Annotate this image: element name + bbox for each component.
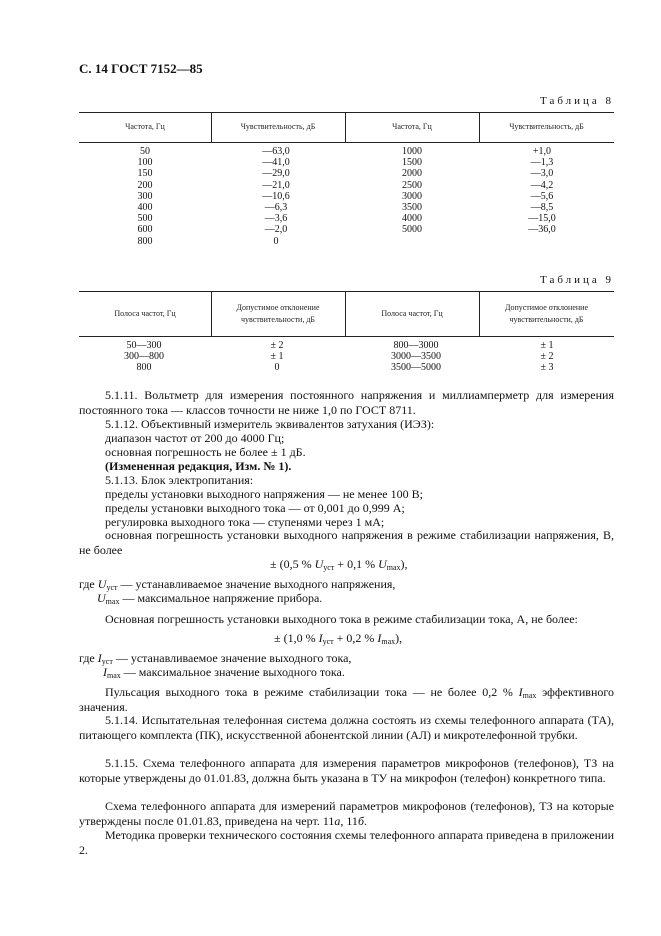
symbol-u-3: U [97,577,107,591]
table9-top-rule [79,291,614,292]
symbol-i-2: I [377,631,382,645]
symbol-i-4: I [103,665,107,679]
subscript-set-2: уст [106,583,118,592]
current-limits-line: пределы установки выходного тока — от 0,001 до 0,999 А; [105,501,405,515]
table8-header-frequency: Частота, Гц [125,122,165,131]
table9-header-band: Полоса частот, Гц [114,309,176,318]
where-u-set [79,577,395,592]
where-u-max [97,591,322,606]
error-line: основная погрешность не более ± 1 дБ. [105,445,306,459]
scheme-separator: , 11 [340,813,358,828]
table8-header-sensitivity: Чувствительность, дБ [240,122,316,131]
table8-top-rule [79,112,614,113]
subscript-max-3: max [381,637,396,646]
table8-caption: Таблица 8 [540,95,615,107]
table8-frequency-values-2: 1000 1500 2000 2500 3000 3500 4000 5000 [402,146,422,236]
voltage-limits-line: пределы установки выходного напряжения — не менее 100 В; [105,487,423,501]
formula-current-close: ), [395,631,403,645]
where-word-2: где [79,651,95,665]
frequency-range-line: диапазон частот от 200 до 4000 Гц; [105,431,285,445]
u-max-description: — максимальное напряжение прибора. [122,591,323,605]
formula-voltage-plus: + 0,1 % [337,557,376,571]
scheme-end: . [363,813,367,828]
symbol-u-4: U [97,591,106,605]
table8-frequency-values: 50 100 150 200 300 400 500 600 800 [137,146,153,247]
table9-header-rule [79,336,614,337]
table8-header-rule [79,142,614,143]
symbol-u: U [314,557,324,571]
table9-header-band-2: Полоса частот, Гц [381,309,443,318]
method-paragraph: Методика проверки технического состояния схемы телефонного аппарата приведена в приложении 2. [79,828,614,857]
table9-deviation-values-2: ± 1 ± 2 ± 3 [540,340,554,374]
subscript-set-3: уст [322,637,334,646]
symbol-i-3: I [97,651,102,665]
formula-current-open: ± (1,0 % [274,631,316,645]
table8-header-frequency-2: Частота, Гц [392,122,432,131]
subscript-max-4: max [107,671,121,680]
table9-header-deviation: Допустимое отклонение чувствительности, дБ [236,303,320,324]
current-adjust-line: регулировка выходного тока — ступенями через 1 мА; [105,515,385,529]
table8-sensitivity-values: —63,0 —41,0 —29,0 —21,0 —10,6 —6,3 —3,6 —2,0 0 [262,146,290,247]
i-max-description: — максимальное значение выходного тока. [123,665,345,679]
where-word: где [79,577,95,591]
clause-5-1-13: 5.1.13. Блок электропитания: [105,473,254,487]
where-i-max [103,665,345,680]
scheme-paragraph [79,799,614,828]
figure-ref-a: а [334,813,341,828]
table9-band-values-2: 800—3000 3000—3500 3500—5000 [391,340,441,374]
edit-note: (Измененная редакция, Изм. № 1). [105,459,292,473]
symbol-u-2: U [378,557,387,571]
ripple-paragraph [79,685,614,714]
scheme-text: Схема телефонного аппарата для измерений параметров микрофонов (телефонов), ТЗ на которые утверждены после 01.01.83, приведена на черт. 11 [79,799,614,828]
formula-current-plus: + 0,2 % [336,631,375,645]
clause-5-1-11: 5.1.11. Вольтметр для измерения постоянного напряжения и миллиамперметр для измерения постоянного тока — классов точности не ниже 1,0 по ГОСТ 8711. [79,388,614,417]
subscript-max-2: max [105,597,120,606]
where-i-set [79,651,351,666]
symbol-i-5: I [518,685,523,699]
table9-deviation-values: ± 2 ± 1 0 [270,340,284,374]
voltage-error-paragraph: основная погрешность установки выходного напряжения в режиме стабилизации напряжения, В, не более [79,528,614,557]
table8-header-sensitivity-2: Чувствительность, дБ [509,122,584,131]
clause-5-1-15: 5.1.15. Схема телефонного аппарата для измерения параметров микрофонов (телефонов), ТЗ на которые утверждены до 01.01.83, должна быть указана в ТУ на микрофон (телефон) конкретного типа. [79,756,614,785]
subscript-max-5: max [522,691,537,700]
current-error-line: Основная погрешность установки выходного тока в режиме стабилизации тока, А, не более: [105,612,578,626]
formula-voltage [270,557,408,572]
ripple-text: Пульсация выходного тока в режиме стабилизации тока — не более 0,2 % [105,685,513,699]
formula-current [274,631,402,646]
table9-header-deviation-2: Допустимое отклонение чувствительности, дБ [505,303,588,324]
figure-ref-b: б [357,813,364,828]
symbol-i: I [318,631,323,645]
subscript-set-4: уст [101,657,113,666]
table9-caption: Таблица 9 [540,274,615,286]
u-set-description: — устанавливаемое значение выходного напряжения, [120,577,396,591]
clause-5-1-12: 5.1.12. Объективный измеритель эквивалентов затухания (ИЭЗ): [105,417,435,431]
table8-sensitivity-values-2: +1,0 —1,3 —3,0 —4,2 —5,6 —8,5 —15,0 —36,0 [528,146,556,236]
page-header: С. 14 ГОСТ 7152—85 [79,61,203,76]
i-set-description: — устанавливаемое значение выходного тока, [115,651,352,665]
clause-5-1-14: 5.1.14. Испытательная телефонная система должна состоять из схемы телефонного аппарата (ТА), питающего комплекта (ПК), искусственной абонентской линии (АЛ) и микротелефонной трубки. [79,713,614,742]
table9-band-values: 50—300 300—800 800 [124,340,164,374]
formula-voltage-close: ), [400,557,408,571]
formula-voltage-open: ± (0,5 % [270,557,312,571]
ripple-text-end: эффективного значения. [79,685,615,714]
subscript-set: уст [323,563,335,572]
subscript-max: max [386,563,401,572]
